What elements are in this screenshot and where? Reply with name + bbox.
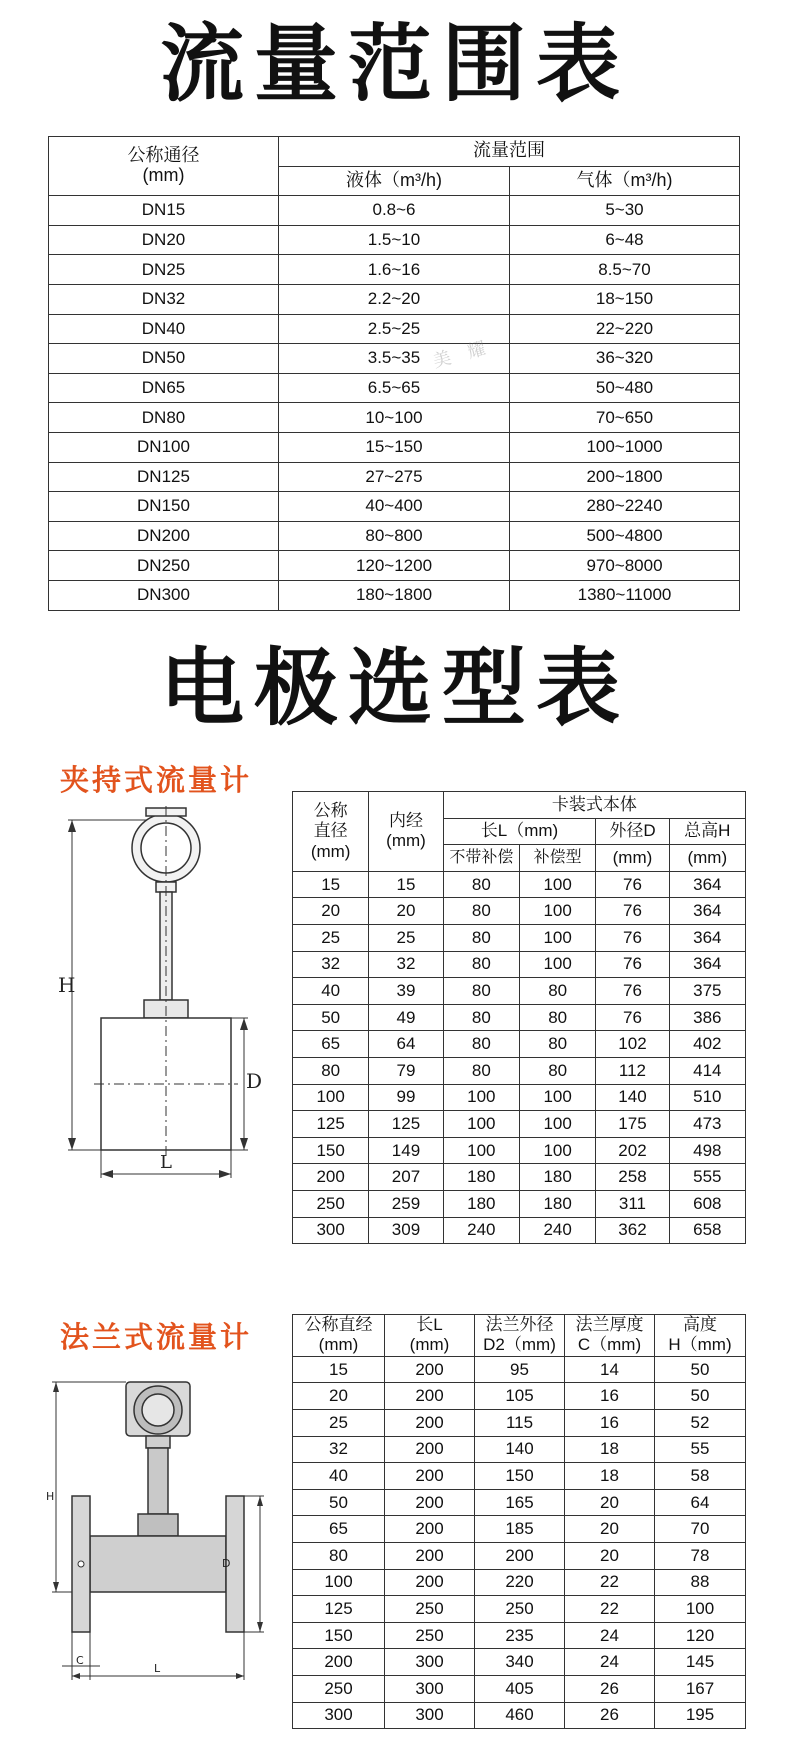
flow-table-cell: 6.5~65 [279,373,510,403]
clamp-table-cell: 180 [443,1190,519,1217]
flange-table-row [293,1569,746,1596]
flange-table-cell: 250 [385,1596,475,1623]
clamp-table-cell: 80 [519,978,595,1005]
clamp-table-cell: 311 [596,1190,669,1217]
clamp-table-cell: 364 [669,898,745,925]
clamp-table-cell: 364 [669,871,745,898]
clamp-table-cell: 32 [369,951,443,978]
clamp-header-no-comp: 不带补偿 [443,845,519,872]
flange-h-label: H [46,1490,55,1503]
flow-table-cell: 3.5~35 [279,344,510,374]
clamp-meter-subtitle: 夹持式流量计 [60,763,253,797]
flange-meter-table [292,1314,746,1729]
flow-table-cell: 18~150 [510,284,740,314]
header-gas: 气体（m³/h) [510,166,740,196]
flange-d-label: D [222,1557,231,1570]
clamp-table-cell: 80 [443,924,519,951]
clamp-table-cell: 180 [519,1190,595,1217]
flange-header-thickness-line1: 法兰厚度 [575,1315,644,1334]
clamp-table-cell: 99 [369,1084,443,1111]
flow-table-cell: DN80 [49,403,279,433]
clamp-table-cell: 20 [293,898,369,925]
clamp-table-row [293,1164,746,1191]
flange-table-cell: 145 [655,1649,746,1676]
clamp-table-cell: 40 [293,978,369,1005]
clamp-table-cell: 100 [519,951,595,978]
clamp-table-cell: 80 [443,871,519,898]
flange-table-cell: 250 [475,1596,565,1623]
flange-table-cell: 300 [385,1675,475,1702]
clamp-header-inner-line2: (mm) [386,831,426,851]
clamp-header-inner [369,792,443,872]
flange-table-row [293,1675,746,1702]
flange-table-cell: 58 [655,1463,746,1490]
flange-header-length-line1: 长L [416,1315,443,1334]
clamp-table-cell: 100 [519,1137,595,1164]
flange-table-cell: 200 [385,1569,475,1596]
flow-table-cell: 40~400 [279,492,510,522]
flange-table-cell: 405 [475,1675,565,1702]
flange-header-nominal [293,1315,385,1357]
flange-table-cell: 300 [385,1702,475,1729]
clamp-table-cell: 100 [519,898,595,925]
header-nominal-label: 公称通径 [127,145,200,166]
clamp-header-length: 长L（mm) [443,818,596,845]
flange-table-cell: 25 [293,1409,385,1436]
flange-header-nominal-line2: (mm) [318,1335,359,1355]
clamp-table-cell: 80 [443,1031,519,1058]
clamp-table-cell: 608 [669,1190,745,1217]
clamp-table-cell: 309 [369,1217,443,1244]
flow-table-cell: 15~150 [279,432,510,462]
clamp-table-cell: 100 [443,1137,519,1164]
flange-table-cell: 15 [293,1356,385,1383]
flow-table-cell: 8.5~70 [510,255,740,285]
flow-table-row [49,521,740,551]
clamp-table-cell: 20 [369,898,443,925]
flow-table-cell: DN100 [49,432,279,462]
clamp-table-row [293,898,746,925]
clamp-table-cell: 473 [669,1111,745,1138]
flange-table-cell: 70 [655,1516,746,1543]
clamp-table-cell: 15 [293,871,369,898]
flange-table-cell: 40 [293,1463,385,1490]
flange-header-thickness-line2: C（mm) [577,1335,642,1355]
flange-table-cell: 185 [475,1516,565,1543]
flow-table-row [49,403,740,433]
flow-table-row [49,225,740,255]
flow-table-cell: DN50 [49,344,279,374]
clamp-table-row [293,978,746,1005]
flange-table-cell: 50 [293,1489,385,1516]
flange-header-outer-line2: D2（mm) [483,1335,556,1355]
flange-table-cell: 55 [655,1436,746,1463]
flange-table-row [293,1516,746,1543]
flow-table-cell: 80~800 [279,521,510,551]
flow-table-cell: 280~2240 [510,492,740,522]
clamp-header-height: 总高H [669,818,745,845]
clamp-table-cell: 402 [669,1031,745,1058]
flange-table-cell: 14 [565,1356,655,1383]
flow-table-cell: 500~4800 [510,521,740,551]
flange-table-cell: 200 [385,1542,475,1569]
flow-table-row [49,580,740,610]
clamp-table-cell: 76 [596,1004,669,1031]
clamp-table-cell: 258 [596,1164,669,1191]
flange-table-cell: 16 [565,1383,655,1410]
flange-table-cell: 26 [565,1702,655,1729]
flange-table-cell: 200 [385,1489,475,1516]
flange-table-cell: 195 [655,1702,746,1729]
clamp-header-inner-line1: 内经 [388,811,423,830]
flange-table-cell: 16 [565,1409,655,1436]
flange-table-cell: 18 [565,1436,655,1463]
flow-table-cell: 10~100 [279,403,510,433]
flange-table-cell: 115 [475,1409,565,1436]
flange-table-cell: 26 [565,1675,655,1702]
flange-table-cell: 200 [385,1409,475,1436]
flange-table-cell: 125 [293,1596,385,1623]
clamp-table-cell: 250 [293,1190,369,1217]
flange-table-cell: 200 [293,1649,385,1676]
flange-table-cell: 18 [565,1463,655,1490]
clamp-header-nominal [293,792,369,872]
flange-table-cell: 22 [565,1569,655,1596]
flow-table-row [49,551,740,581]
clamp-header-height-unit: (mm) [669,845,745,872]
flange-table-cell: 95 [475,1356,565,1383]
flange-table-cell: 22 [565,1596,655,1623]
clamp-table-cell: 25 [293,924,369,951]
flange-table-cell: 100 [293,1569,385,1596]
flow-table-cell: DN20 [49,225,279,255]
clamp-table-cell: 100 [519,1084,595,1111]
clamp-table-row [293,924,746,951]
flange-l-label: L [154,1662,161,1675]
flange-table-row [293,1649,746,1676]
flange-table-row [293,1702,746,1729]
flange-table-cell: 78 [655,1542,746,1569]
flange-table-cell: 24 [565,1649,655,1676]
flow-table-cell: 120~1200 [279,551,510,581]
clamp-header-body: 卡装式本体 [443,792,745,819]
flow-table-row [49,462,740,492]
flange-header-height [655,1315,746,1357]
flow-table-row [49,373,740,403]
flange-table-cell: 50 [655,1356,746,1383]
flange-meter-drawing [46,1380,276,1710]
flow-table-cell: DN15 [49,196,279,226]
flange-table-cell: 235 [475,1622,565,1649]
flange-table-cell: 20 [565,1542,655,1569]
clamp-table-cell: 200 [293,1164,369,1191]
clamp-h-label: H [58,973,76,997]
electrode-selection-title: 电极选型表 [159,639,630,737]
clamp-table-cell: 76 [596,951,669,978]
flow-table-cell: 70~650 [510,403,740,433]
clamp-table-cell: 125 [293,1111,369,1138]
clamp-table-cell: 180 [519,1164,595,1191]
clamp-table-cell: 80 [443,898,519,925]
flow-table-row [49,432,740,462]
clamp-table-cell: 150 [293,1137,369,1164]
flange-table-row [293,1436,746,1463]
clamp-table-row [293,1111,746,1138]
flow-table-cell: 100~1000 [510,432,740,462]
clamp-table-cell: 240 [519,1217,595,1244]
watermark: 美 耀 [430,336,494,373]
clamp-table-cell: 80 [443,1057,519,1084]
flange-table-cell: 250 [385,1622,475,1649]
clamp-table-cell: 76 [596,924,669,951]
clamp-table-cell: 498 [669,1137,745,1164]
clamp-table-cell: 80 [519,1004,595,1031]
flow-table-row [49,284,740,314]
header-flow-range: 流量范围 [279,137,740,167]
clamp-table-cell: 100 [519,1111,595,1138]
flow-table-cell: 1.6~16 [279,255,510,285]
clamp-table-row [293,871,746,898]
flange-table-row [293,1463,746,1490]
flange-header-outer [475,1315,565,1357]
clamp-header-outer: 外径D [596,818,669,845]
flange-table-cell: 20 [293,1383,385,1410]
flange-header-length-line2: (mm) [409,1335,450,1355]
clamp-table-cell: 510 [669,1084,745,1111]
clamp-table-cell: 49 [369,1004,443,1031]
clamp-table-cell: 80 [443,978,519,1005]
flow-table-cell: 1380~11000 [510,580,740,610]
clamp-table-cell: 76 [596,871,669,898]
flow-table-cell: DN32 [49,284,279,314]
flange-header-outer-line1: 法兰外径 [485,1315,554,1334]
clamp-table-cell: 259 [369,1190,443,1217]
flange-table-row [293,1596,746,1623]
flange-table-cell: 140 [475,1436,565,1463]
clamp-table-row [293,1057,746,1084]
clamp-table-row [293,951,746,978]
flow-table-cell: DN150 [49,492,279,522]
flange-table-cell: 64 [655,1489,746,1516]
flange-header-height-line1: 高度 [683,1315,717,1334]
flange-table-cell: 300 [385,1649,475,1676]
flange-header-nominal-line1: 公称直经 [304,1315,373,1334]
flange-table-cell: 20 [565,1516,655,1543]
flange-table-cell: 50 [655,1383,746,1410]
flange-table-cell: 32 [293,1436,385,1463]
clamp-table-cell: 100 [519,871,595,898]
flange-c-label: C [76,1654,84,1667]
flange-table-cell: 200 [385,1516,475,1543]
flow-table-cell: DN25 [49,255,279,285]
flange-table-row [293,1383,746,1410]
clamp-table-cell: 64 [369,1031,443,1058]
clamp-header-nominal-line2: 直径 [313,821,348,841]
clamp-table-cell: 207 [369,1164,443,1191]
clamp-table-cell: 386 [669,1004,745,1031]
flow-table-row [49,492,740,522]
clamp-table-cell: 362 [596,1217,669,1244]
flow-table-cell: DN65 [49,373,279,403]
flange-table-cell: 460 [475,1702,565,1729]
flange-table-cell: 340 [475,1649,565,1676]
flange-table-cell: 200 [385,1463,475,1490]
flow-table-row [49,314,740,344]
clamp-table-row [293,1217,746,1244]
header-liquid: 液体（m³/h) [279,166,510,196]
flow-table-cell: DN40 [49,314,279,344]
clamp-table-row [293,1004,746,1031]
flow-table-cell: 0.8~6 [279,196,510,226]
clamp-table-cell: 32 [293,951,369,978]
clamp-table-cell: 112 [596,1057,669,1084]
flow-table-cell: 22~220 [510,314,740,344]
flange-table-cell: 167 [655,1675,746,1702]
clamp-table-cell: 39 [369,978,443,1005]
clamp-table-cell: 364 [669,951,745,978]
flange-header-length [385,1315,475,1357]
flange-table-cell: 150 [475,1463,565,1490]
clamp-table-cell: 80 [443,1004,519,1031]
clamp-table-cell: 65 [293,1031,369,1058]
clamp-l-label: L [160,1152,172,1173]
clamp-table-cell: 555 [669,1164,745,1191]
clamp-table-cell: 102 [596,1031,669,1058]
flange-table-cell: 200 [475,1542,565,1569]
flange-table-cell: 65 [293,1516,385,1543]
clamp-meter-table [292,791,746,1244]
flow-table-cell: 970~8000 [510,551,740,581]
clamp-table-cell: 300 [293,1217,369,1244]
flow-table-cell: DN125 [49,462,279,492]
flange-table-cell: 88 [655,1569,746,1596]
flange-table-cell: 80 [293,1542,385,1569]
flange-table-cell: 200 [385,1436,475,1463]
flow-table-cell: DN200 [49,521,279,551]
clamp-table-cell: 180 [443,1164,519,1191]
clamp-table-cell: 364 [669,924,745,951]
flange-table-cell: 24 [565,1622,655,1649]
flange-table-cell: 20 [565,1489,655,1516]
flow-table-row [49,196,740,226]
clamp-table-cell: 76 [596,898,669,925]
flange-header-height-line2: H（mm) [668,1335,732,1355]
flange-table-cell: 250 [293,1675,385,1702]
flow-table-cell: 180~1800 [279,580,510,610]
flange-table-cell: 150 [293,1622,385,1649]
header-nominal-unit: (mm) [142,165,185,186]
clamp-table-cell: 79 [369,1057,443,1084]
flange-table-cell: 220 [475,1569,565,1596]
flow-table-cell: 6~48 [510,225,740,255]
clamp-table-cell: 50 [293,1004,369,1031]
flow-table-cell: DN250 [49,551,279,581]
flange-table-cell: 105 [475,1383,565,1410]
clamp-table-cell: 100 [443,1111,519,1138]
clamp-table-cell: 80 [519,1057,595,1084]
flange-meter-subtitle: 法兰式流量计 [60,1320,253,1354]
clamp-table-cell: 80 [443,951,519,978]
flange-table-row [293,1542,746,1569]
clamp-table-cell: 76 [596,978,669,1005]
flow-table-cell: DN300 [49,580,279,610]
flow-range-table [48,136,740,611]
flange-table-row [293,1489,746,1516]
flange-table-cell: 165 [475,1489,565,1516]
clamp-table-cell: 149 [369,1137,443,1164]
flow-table-row [49,255,740,285]
clamp-table-cell: 240 [443,1217,519,1244]
clamp-table-cell: 658 [669,1217,745,1244]
flow-table-cell: 5~30 [510,196,740,226]
flow-range-title: 流量范围表 [159,15,630,113]
clamp-header-comp: 补偿型 [519,845,595,872]
header-nominal-diameter [49,137,279,196]
clamp-table-cell: 80 [519,1031,595,1058]
clamp-header-nominal-line1: 公称 [313,800,348,820]
flange-table-cell: 300 [293,1702,385,1729]
clamp-table-cell: 175 [596,1111,669,1138]
flow-table-cell: 27~275 [279,462,510,492]
clamp-table-cell: 80 [293,1057,369,1084]
clamp-header-nominal-line3: (mm) [310,841,351,861]
clamp-table-row [293,1031,746,1058]
clamp-table-cell: 125 [369,1111,443,1138]
flange-header-thickness [565,1315,655,1357]
flow-table-row [49,344,740,374]
flow-table-cell: 50~480 [510,373,740,403]
flange-table-cell: 200 [385,1383,475,1410]
flow-table-cell: 36~320 [510,344,740,374]
flange-table-cell: 100 [655,1596,746,1623]
clamp-table-row [293,1190,746,1217]
flange-table-cell: 200 [385,1356,475,1383]
clamp-table-cell: 100 [519,924,595,951]
flow-table-cell: 2.2~20 [279,284,510,314]
clamp-table-cell: 202 [596,1137,669,1164]
flow-table-cell: 1.5~10 [279,225,510,255]
flow-table-cell: 200~1800 [510,462,740,492]
clamp-table-cell: 414 [669,1057,745,1084]
clamp-table-row [293,1137,746,1164]
flange-table-cell: 52 [655,1409,746,1436]
clamp-meter-drawing [58,806,263,1226]
flow-table-cell: 2.5~25 [279,314,510,344]
flange-table-row [293,1622,746,1649]
clamp-table-row [293,1084,746,1111]
clamp-table-cell: 15 [369,871,443,898]
clamp-table-cell: 100 [443,1084,519,1111]
clamp-header-outer-unit: (mm) [596,845,669,872]
clamp-table-cell: 140 [596,1084,669,1111]
clamp-table-cell: 100 [293,1084,369,1111]
clamp-table-cell: 375 [669,978,745,1005]
clamp-table-cell: 25 [369,924,443,951]
flange-table-cell: 120 [655,1622,746,1649]
clamp-d-label: D [246,1069,263,1093]
flange-table-row [293,1409,746,1436]
flange-table-row [293,1356,746,1383]
